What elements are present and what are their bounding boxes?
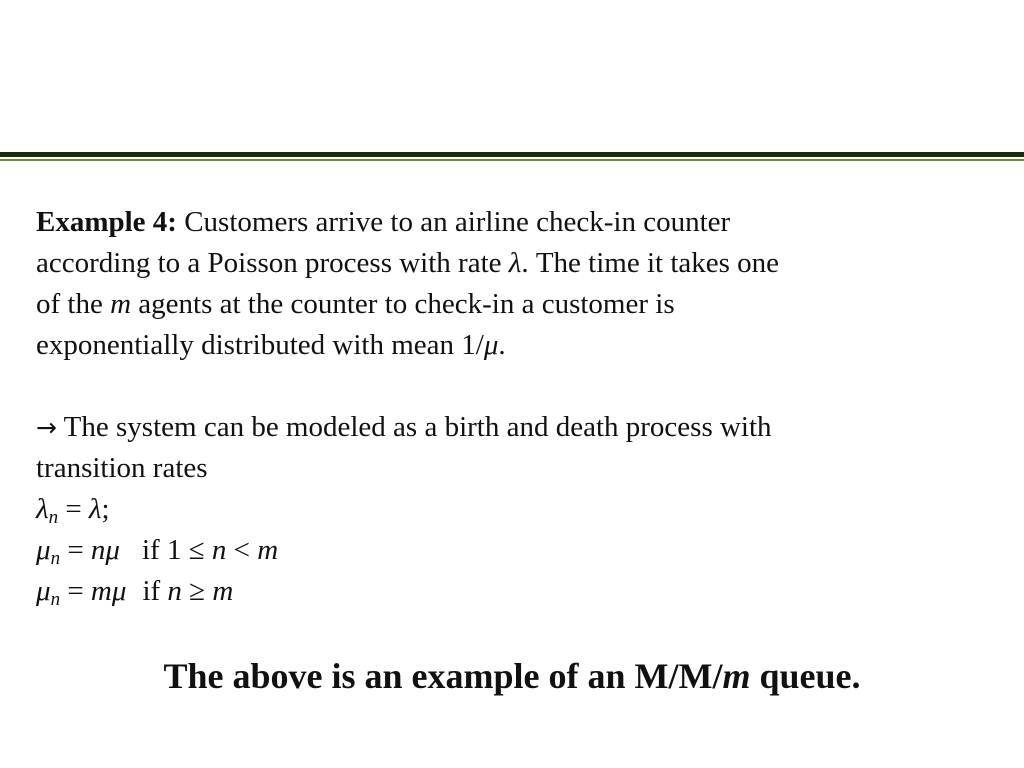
- equation-mu-n-at-least-m: [36, 571, 1011, 612]
- model-paragraph: [36, 407, 1011, 489]
- equation-mu-n-below-m: [36, 530, 1011, 571]
- equation-lambda-n: [36, 489, 1011, 530]
- eq2-sub: n: [50, 548, 61, 569]
- example-text-line2a: according to a Poisson process with rate: [36, 247, 509, 279]
- conclusion-text-after: queue.: [750, 656, 861, 696]
- eq1-lhs: λ: [36, 493, 49, 525]
- example-text-line1: Customers arrive to an airline check-in counter: [184, 206, 731, 238]
- header-rule-thick: [0, 152, 1024, 157]
- conclusion-text-before: The above is an example of an M/M/: [163, 656, 723, 696]
- conclusion-statement: [0, 652, 1024, 700]
- eq3-cond-n: n: [167, 575, 182, 607]
- example-text-line2b: . The time it takes one: [521, 247, 780, 279]
- header-rule-thin: [0, 159, 1024, 161]
- m-symbol: m: [110, 288, 132, 320]
- example-text-line3a: of the: [36, 288, 111, 320]
- eq3-lhs: μ: [36, 575, 51, 607]
- eq3-cond-if: if: [142, 575, 168, 607]
- example-text-line3b: agents at the counter to check-in a customer is: [131, 288, 675, 320]
- paragraph-spacer: [36, 366, 1011, 407]
- eq2-cond-if: if 1 ≤: [141, 534, 212, 566]
- eq2-lhs: μ: [36, 534, 51, 566]
- slide-content: [36, 202, 1011, 612]
- eq2-cond-m: m: [257, 534, 279, 566]
- eq1-sub: n: [48, 507, 59, 528]
- model-text-line1: The system can be modeled as a birth and death process with: [56, 411, 772, 443]
- example-text-line4a: exponentially distributed with mean 1/: [36, 329, 484, 361]
- example-text-line4b: .: [498, 329, 506, 361]
- eq2-rhs-mu: μ: [105, 534, 120, 566]
- eq3-sub: n: [50, 589, 61, 610]
- eq3-rhs-m: m: [90, 575, 112, 607]
- eq3-cond-ge: ≥: [181, 575, 213, 607]
- eq2-cond-lt: <: [226, 534, 258, 566]
- eq2-rhs-n: n: [90, 534, 106, 566]
- mu-symbol: μ: [483, 329, 499, 361]
- eq3-rhs-mu: μ: [111, 575, 127, 607]
- eq2-cond-n: n: [211, 534, 227, 566]
- example-paragraph: [36, 202, 1011, 366]
- eq1-end: ;: [101, 493, 110, 525]
- conclusion-m-symbol: m: [722, 656, 751, 696]
- right-arrow-icon: →: [36, 413, 57, 442]
- eq3-op: =: [60, 575, 91, 607]
- model-text-line2: transition rates: [36, 452, 208, 484]
- eq1-rhs: λ: [88, 493, 102, 525]
- eq2-op: =: [60, 534, 91, 566]
- eq3-cond-m: m: [212, 575, 234, 607]
- lambda-symbol: λ: [508, 247, 522, 279]
- eq1-op: =: [58, 493, 89, 525]
- example-label: Example 4:: [36, 206, 177, 238]
